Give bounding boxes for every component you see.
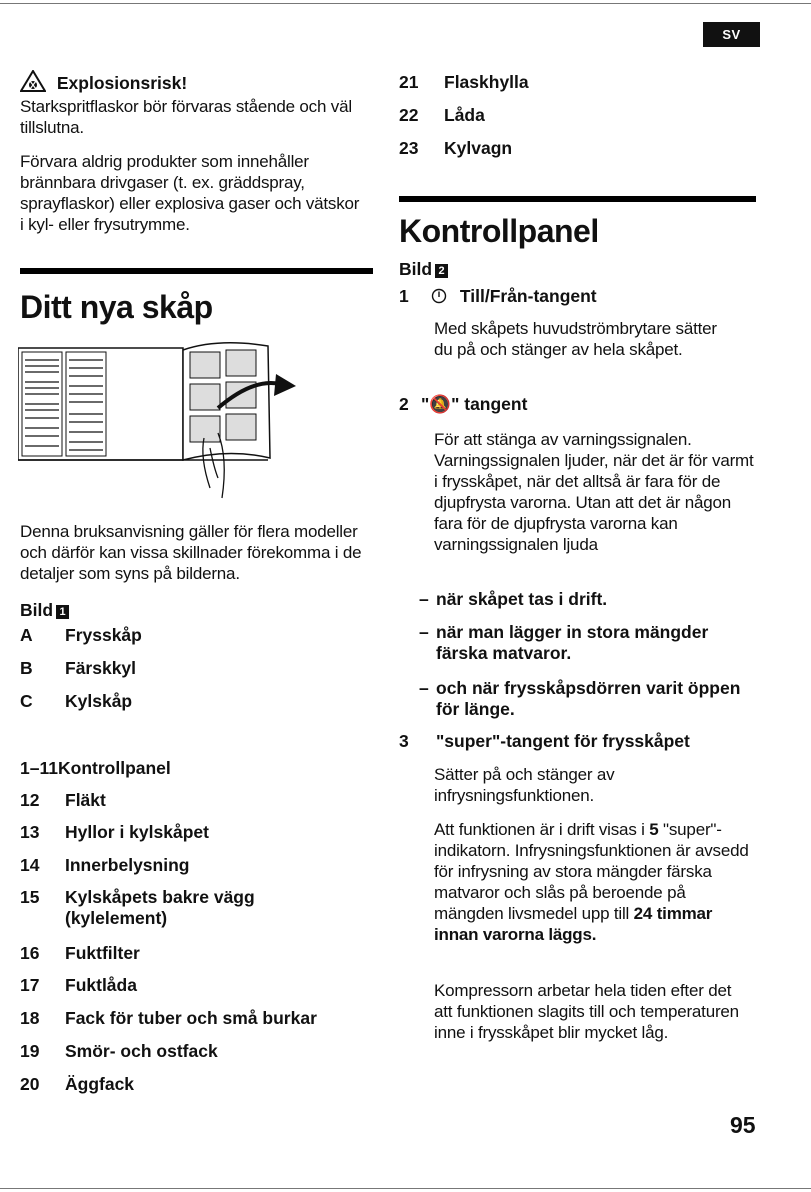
figure-label: Bild [20, 600, 54, 620]
figure-ref-2 [399, 259, 448, 280]
language-badge: SV [703, 22, 760, 47]
bullet-dash: – [419, 589, 429, 609]
figure-number-badge: 2 [435, 264, 448, 278]
warning-condition-3: och när frysskåpsdörren varit öppen för länge. [436, 678, 741, 719]
list-item: 15 Kylskåpets bakre vägg (kylelement) [20, 887, 255, 928]
warning-condition-2: när man lägger in stora mängder färska matvaror. [436, 622, 709, 663]
bottom-border-line [0, 1188, 811, 1189]
figure-ref-1 [20, 600, 69, 621]
bullet-dash: – [419, 622, 429, 642]
section-rule-right [399, 196, 756, 202]
manual-illustration [18, 338, 308, 508]
warning-title-text: Explosionsrisk! [56, 73, 188, 93]
control-3-paragraph-3: Kompressorn arbetar hela tiden efter det att funktionen slagits till och temperaturen inne i frysskåpet blir mycket låg. [434, 981, 739, 1042]
figure-label: Bild [399, 259, 433, 279]
warning-paragraph-2: Förvara aldrig produkter som innehåller brännbara drivgaser (t. ex. gräddspray, sprayflaskor) eller explosiva gaser och vätskor i kyl- eller frysutrymme. [20, 152, 360, 234]
section-rule-left [20, 268, 373, 274]
control-3-paragraph-2: Att funktionen är i drift visas i 5 "super"-indikatorn. Infrysningsfunktionen är avsedd för infrysning av stora mängder färska matvaror och slås på beroende på mängden livsmedel upp till 24 timmar innan varorna läggs. [434, 820, 749, 944]
warning-triangle-icon [20, 70, 46, 92]
control-2-description: För att stänga av varningssignalen. Varningssignalen ljuder, när det är för varmt i frysskåpet, när det alltså är fara för de djupfrysta varorna. Utan att det är någon fara för de djupfrysta varorna kan varningssignalen ljuda [434, 430, 754, 554]
control-1-description: Med skåpets huvudströmbrytare sätter du på och stänger av hela skåpet. [434, 319, 717, 359]
figure-number-badge: 1 [56, 605, 69, 619]
intro-paragraph: Denna bruksanvisning gäller för flera modeller och därför kan vissa skillnader förekomma i de detaljer som syns på bilderna. [20, 522, 362, 583]
warning-condition-1: när skåpet tas i drift. [436, 589, 608, 609]
section-heading-ditt-nya-skap: Ditt nya skåp [20, 289, 213, 325]
power-icon [431, 288, 447, 304]
warning-title [20, 70, 187, 94]
warning-paragraph-1: Starkspritflaskor bör förvaras stående och väl tillslutna. [20, 97, 352, 137]
top-border-line [0, 3, 811, 4]
bullet-dash: – [419, 678, 429, 698]
page-number: 95 [730, 1112, 756, 1138]
control-3-paragraph-1: Sätter på och stänger av infrysningsfunktionen. [434, 765, 615, 805]
section-heading-kontrollpanel: Kontrollpanel [399, 213, 599, 249]
